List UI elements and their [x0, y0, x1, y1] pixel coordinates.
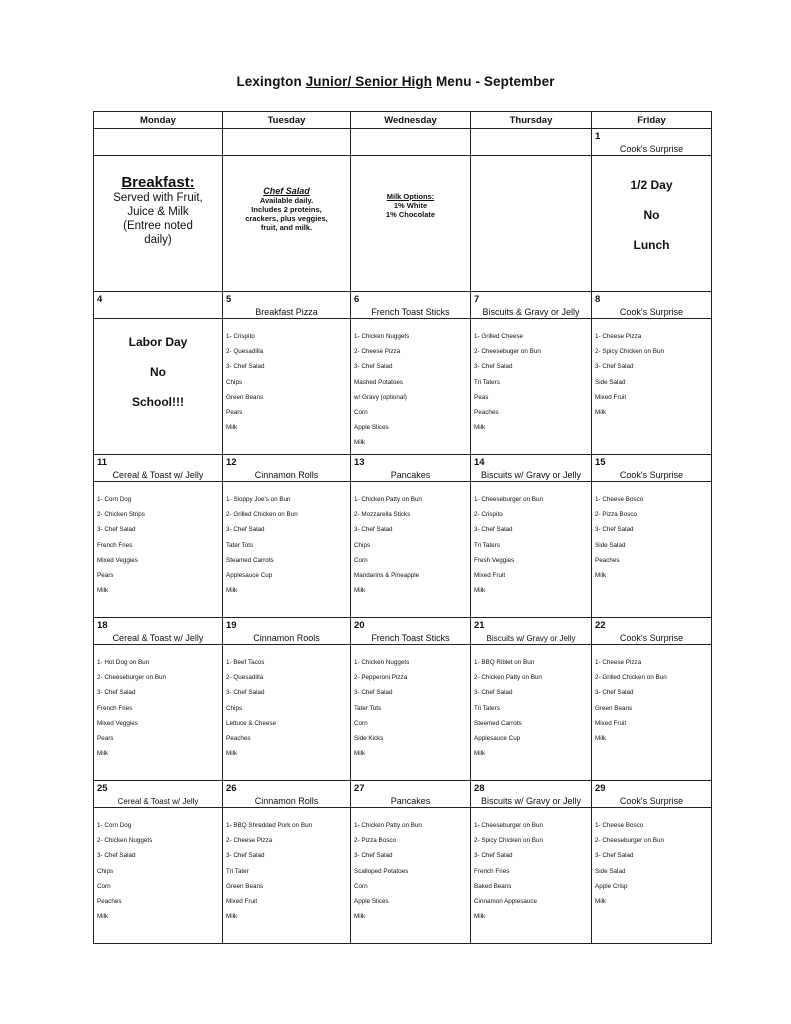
- menu-item: Side Salad: [595, 867, 626, 875]
- day-cell-number: [351, 618, 471, 645]
- menu-item: Tater Tots: [354, 704, 382, 712]
- breakfast-item: Cook's Surprise: [619, 796, 684, 806]
- menu-item: Milk: [226, 424, 238, 432]
- menu-item: Mixed Fruit: [595, 719, 627, 727]
- menu-item: Tater Tots: [226, 541, 254, 549]
- menu-item: Peas: [474, 393, 489, 401]
- menu-item: Mixed Veggies: [97, 556, 138, 564]
- lunch-cell: [592, 808, 712, 944]
- menu-item: Milk: [97, 750, 109, 758]
- breakfast-item: Cinnamon Rolls: [254, 470, 319, 480]
- menu-item: 1- Cheese Pizza: [595, 333, 642, 340]
- day-cell-number: [471, 618, 592, 645]
- menu-item: Side Kicks: [354, 735, 384, 743]
- menu-item: Side Salad: [595, 378, 626, 386]
- menu-item: Scalloped Potatoes: [354, 867, 409, 875]
- menu-item-list: [223, 482, 350, 598]
- menu-item: 2- Chicken Strips: [97, 511, 145, 519]
- half-day-line: Lunch: [633, 238, 670, 252]
- day-cell-number: [94, 455, 223, 482]
- menu-item: French Fries: [97, 704, 133, 712]
- day-number: 25: [97, 783, 108, 794]
- menu-item-list: [592, 808, 711, 909]
- menu-item-list: [94, 808, 222, 924]
- menu-item: Milk: [595, 572, 607, 580]
- lunch-cell: [471, 645, 592, 781]
- menu-item: 1- Chicken Patty on Bun: [354, 822, 422, 829]
- menu-item: Peaches: [226, 735, 251, 743]
- menu-item: 2- Cheeseburger on Bun: [595, 837, 664, 845]
- menu-item: 2- Pizza Bosco: [354, 837, 396, 845]
- menu-item: 3- Chef Salad: [226, 689, 265, 697]
- menu-item: Peaches: [97, 898, 122, 906]
- menu-item: 3- Chef Salad: [226, 852, 265, 860]
- menu-item: 3- Chef Salad: [595, 689, 634, 697]
- day-cell-number: [351, 455, 471, 482]
- menu-item: Milk: [354, 439, 366, 447]
- menu-item: 1- Hot Dog on Bun: [97, 659, 150, 666]
- menu-item: Chips: [226, 378, 243, 386]
- menu-item: 1- Grilled Cheese: [474, 333, 523, 340]
- week2-body-row: [94, 482, 712, 618]
- lunch-cell: [351, 645, 471, 781]
- menu-item: Apple Slices: [354, 898, 389, 906]
- menu-item: 3- Chef Salad: [474, 363, 513, 371]
- menu-item: 3- Chef Salad: [595, 363, 634, 371]
- day-number: 7: [474, 294, 480, 305]
- menu-item: Apple Slices: [354, 424, 389, 432]
- chef-salad-info-cell: [223, 156, 351, 292]
- menu-item: Apple Crisp: [595, 882, 628, 890]
- menu-item: Milk: [595, 409, 607, 417]
- day-cell-number: [592, 129, 712, 156]
- menu-item: Chips: [226, 704, 243, 712]
- lunch-cell: [223, 482, 351, 618]
- menu-item-list: [351, 319, 470, 451]
- menu-item: 1- BBQ Shredded Pork on Bun: [226, 822, 313, 829]
- breakfast-item: French Toast Sticks: [371, 633, 450, 643]
- header-monday: Monday: [94, 112, 223, 129]
- menu-item: 2- Pizza Bosco: [595, 511, 637, 519]
- breakfast-item: Cinnamon Rools: [253, 633, 320, 643]
- menu-item: Mixed Fruit: [226, 898, 258, 906]
- breakfast-description: Served with Fruit, Juice & Milk (Entree noted daily): [113, 192, 203, 246]
- header-wednesday: Wednesday: [351, 112, 471, 129]
- milk-option: 1% Chocolate: [385, 210, 436, 219]
- menu-item: Milk: [97, 913, 109, 921]
- menu-item: 1- Chicken Nuggets: [354, 333, 410, 340]
- title-suffix: Menu - September: [432, 74, 555, 89]
- menu-item: Mixed Fruit: [474, 572, 506, 580]
- breakfast-item: Cook's Surprise: [619, 470, 684, 480]
- menu-item: Tri Taters: [474, 378, 500, 386]
- half-day-cell: [592, 156, 712, 292]
- lunch-cell: [94, 482, 223, 618]
- menu-item: Pears: [97, 572, 114, 580]
- breakfast-item: Biscuits & Gravy or Jelly: [482, 307, 580, 317]
- day-number: 28: [474, 783, 485, 794]
- lunch-cell: [592, 482, 712, 618]
- menu-item: Milk: [354, 913, 366, 921]
- lunch-cell: [351, 319, 471, 455]
- menu-item: Chips: [97, 867, 114, 875]
- day-number: 26: [226, 783, 237, 794]
- week1-body-row: [94, 319, 712, 455]
- menu-item: Applesauce Cup: [474, 735, 521, 743]
- day-cell-number: [351, 781, 471, 808]
- menu-item: 3- Chef Salad: [354, 363, 393, 371]
- milk-options-title: Milk Options:: [386, 192, 435, 201]
- header-thursday: Thursday: [471, 112, 592, 129]
- menu-item: 2- Cheese Pizza: [226, 837, 273, 845]
- menu-item: 3- Chef Salad: [97, 689, 136, 697]
- menu-item: Lettuce & Cheese: [226, 719, 277, 727]
- menu-item-list: [471, 645, 591, 761]
- menu-item-list: [94, 645, 222, 761]
- breakfast-item: Cook's Surprise: [619, 307, 684, 317]
- day-number: 21: [474, 620, 485, 631]
- breakfast-item: Pancakes: [390, 470, 431, 480]
- menu-item: Corn: [354, 882, 368, 890]
- menu-item: 3- Chef Salad: [97, 526, 136, 534]
- menu-item: Corn: [354, 409, 368, 417]
- menu-item: 1- Cheese Bosco: [595, 496, 644, 503]
- week4-number-row: [94, 781, 712, 808]
- day-number: 5: [226, 294, 232, 305]
- menu-item: Side Salad: [595, 541, 626, 549]
- day-cell-number: [94, 781, 223, 808]
- menu-item: 3- Chef Salad: [595, 852, 634, 860]
- menu-item: Milk: [474, 424, 486, 432]
- menu-item: 2- Quesadilla: [226, 348, 264, 356]
- chef-salad-line: Includes 2 proteins, crackers, plus veggies, fruit, and milk.: [245, 205, 328, 232]
- day-cell-number: [223, 781, 351, 808]
- lunch-cell: [471, 319, 592, 455]
- menu-item: 2- Cheesebuger on Bun: [474, 348, 541, 356]
- menu-item: Milk: [474, 913, 486, 921]
- day-cell-number: [351, 292, 471, 319]
- day-cell-number: [223, 292, 351, 319]
- menu-item: Peaches: [474, 409, 499, 417]
- day-number: 14: [474, 457, 485, 468]
- chef-salad-line: Available daily.: [259, 196, 314, 205]
- menu-item: Green Beans: [226, 393, 264, 401]
- menu-item: French Fries: [474, 867, 510, 875]
- menu-item-list: [351, 808, 470, 924]
- day-cell-number: [223, 129, 351, 156]
- breakfast-item: Biscuits w/ Gravy or Jelly: [486, 634, 576, 643]
- lunch-cell: [223, 808, 351, 944]
- day-number: 6: [354, 294, 360, 305]
- lunch-cell: [592, 645, 712, 781]
- day-cell-number: [223, 455, 351, 482]
- menu-item: 3- Chef Salad: [474, 526, 513, 534]
- menu-item-list: [223, 645, 350, 761]
- menu-item: Fresh Veggies: [474, 556, 515, 564]
- menu-item: Milk: [97, 587, 109, 595]
- day-number: 1: [595, 131, 601, 142]
- menu-item: 1- Beef Tacos: [226, 659, 265, 666]
- day-number: 27: [354, 783, 365, 794]
- menu-item: Pears: [97, 735, 114, 743]
- menu-item: Chips: [354, 541, 371, 549]
- half-day-line: No: [643, 208, 660, 222]
- menu-item: French Fries: [97, 541, 133, 549]
- week1-number-row: [94, 292, 712, 319]
- lunch-cell: [471, 808, 592, 944]
- menu-item: Milk: [226, 587, 238, 595]
- lunch-cell: [471, 482, 592, 618]
- day-number: 18: [97, 620, 108, 631]
- menu-item: Steemed Carrots: [474, 719, 522, 727]
- menu-item: 3- Chef Salad: [354, 852, 393, 860]
- menu-item-list: [471, 482, 591, 598]
- day-number: 4: [97, 294, 103, 305]
- day-cell-number: [223, 618, 351, 645]
- day-number: 13: [354, 457, 365, 468]
- menu-item-list: [351, 482, 470, 598]
- holiday-line: School!!!: [132, 395, 184, 409]
- week3-body-row: [94, 645, 712, 781]
- day-cell-number: [592, 618, 712, 645]
- lunch-cell: [94, 645, 223, 781]
- day-cell-number: [94, 292, 223, 319]
- menu-item-list: [223, 319, 350, 435]
- half-day-line: 1/2 Day: [630, 178, 673, 192]
- menu-item: Baked Beans: [474, 882, 512, 890]
- menu-item: Milk: [474, 750, 486, 758]
- holiday-line: Labor Day: [128, 335, 188, 349]
- breakfast-item: Cereal & Toast w/ Jelly: [112, 470, 204, 480]
- menu-item: 3- Chef Salad: [595, 526, 634, 534]
- menu-item: Milk: [226, 750, 238, 758]
- menu-item-list: [223, 808, 350, 924]
- lunch-cell: [94, 808, 223, 944]
- day-number: 29: [595, 783, 606, 794]
- title-school: Junior/ Senior High: [305, 74, 433, 89]
- menu-item: 2- Spicy Chicken on Bun: [474, 837, 543, 845]
- breakfast-item: Cook's Surprise: [619, 144, 684, 154]
- title-prefix: Lexington: [236, 74, 306, 89]
- lunch-cell: [351, 808, 471, 944]
- menu-item: Cinnamon Applesauce: [474, 898, 538, 906]
- menu-item: 1- BBQ Riblet on Bun: [474, 659, 535, 666]
- day-cell-number: [592, 781, 712, 808]
- menu-item: 1- Chicken Nuggets: [354, 659, 410, 666]
- menu-item-list: [592, 482, 711, 583]
- menu-item-list: [351, 645, 470, 761]
- breakfast-item: Cereal & Toast w/ Jelly: [112, 633, 204, 643]
- day-cell-number: [471, 292, 592, 319]
- breakfast-item: Cereal & Toast w/ Jelly: [117, 797, 199, 806]
- menu-item: 3- Chef Salad: [474, 852, 513, 860]
- day-cell-number: [94, 618, 223, 645]
- milk-option: 1% White: [393, 201, 428, 210]
- breakfast-item: Biscuits w/ Gravy or Jelly: [480, 796, 582, 806]
- menu-item: 3- Chef Salad: [354, 526, 393, 534]
- menu-item: 1- Chicken Patty on Bun: [354, 496, 422, 503]
- menu-item: 2- Spicy Chicken on Bun: [595, 348, 664, 356]
- menu-table: [93, 111, 712, 944]
- week0-number-row: [94, 129, 712, 156]
- milk-options-cell: [351, 156, 471, 292]
- menu-item: 3- Chef Salad: [354, 689, 393, 697]
- menu-item: 1- Cheese Bosco: [595, 822, 644, 829]
- breakfast-item: Pancakes: [390, 796, 431, 806]
- day-cell-number: [471, 129, 592, 156]
- empty-cell: [471, 156, 592, 292]
- menu-item: Milk: [354, 587, 366, 595]
- header-tuesday: Tuesday: [223, 112, 351, 129]
- menu-item: 2- Cheese Pizza: [354, 348, 401, 356]
- menu-item: Pears: [226, 409, 243, 417]
- menu-item: Milk: [474, 587, 486, 595]
- week2-number-row: [94, 455, 712, 482]
- menu-item-list: [471, 319, 591, 435]
- menu-item: 2- Pepperoni Pizza: [354, 674, 408, 682]
- lunch-cell: [223, 319, 351, 455]
- menu-item: Tri Tater: [226, 867, 249, 875]
- menu-item: 1- Crispito: [226, 333, 255, 340]
- menu-item: Tri Taters: [474, 704, 500, 712]
- lunch-cell: [351, 482, 471, 618]
- chef-salad-title: Chef Salad: [263, 186, 310, 196]
- menu-item-list: [471, 808, 591, 924]
- day-number: 22: [595, 620, 606, 631]
- breakfast-title: Breakfast:: [121, 174, 195, 191]
- menu-item: 1- Cheeseburger on Bun: [474, 496, 543, 503]
- menu-item: Corn: [354, 719, 368, 727]
- menu-item: Milk: [595, 898, 607, 906]
- menu-item: Mashed Potatoes: [354, 378, 404, 386]
- page-title: [0, 74, 791, 89]
- header-friday: Friday: [592, 112, 712, 129]
- menu-item: Milk: [226, 913, 238, 921]
- day-cell-number: [471, 455, 592, 482]
- menu-item: 2- Grilled Chicken on Bun: [595, 674, 667, 682]
- menu-item: Peaches: [595, 556, 620, 564]
- holiday-line: No: [150, 365, 166, 379]
- day-number: 8: [595, 294, 601, 305]
- menu-item: Mixed Veggies: [97, 719, 138, 727]
- week4-body-row: [94, 808, 712, 944]
- lunch-cell: [223, 645, 351, 781]
- day-cell-number: [94, 129, 223, 156]
- day-number: 12: [226, 457, 237, 468]
- menu-item: Tri Taters: [474, 541, 500, 549]
- menu-item-list: [592, 645, 711, 746]
- menu-item: Green Beans: [226, 882, 264, 890]
- breakfast-item: French Toast Sticks: [371, 307, 450, 317]
- menu-item: 3- Chef Salad: [97, 852, 136, 860]
- holiday-cell: [94, 319, 223, 455]
- menu-item: 2- Chicken Patty on Bun: [474, 674, 542, 682]
- menu-item: Applesauce Cup: [226, 572, 273, 580]
- day-cell-number: [351, 129, 471, 156]
- menu-item: 1- Cheeseburger on Bun: [474, 822, 543, 829]
- day-cell-number: [592, 455, 712, 482]
- menu-item: Corn: [97, 882, 111, 890]
- day-number: 11: [97, 457, 108, 468]
- breakfast-item: Breakfast Pizza: [255, 307, 318, 317]
- menu-item-list: [94, 482, 222, 598]
- menu-item: Milk: [354, 750, 366, 758]
- day-header-row: [94, 112, 712, 129]
- week3-number-row: [94, 618, 712, 645]
- menu-item: 2- Quesadilla: [226, 674, 264, 682]
- day-number: 20: [354, 620, 365, 631]
- menu-item: Green Beans: [595, 704, 633, 712]
- menu-item: w/ Gravy (optional): [354, 393, 407, 401]
- menu-item: 3- Chef Salad: [474, 689, 513, 697]
- day-number: 19: [226, 620, 237, 631]
- menu-item: 3- Chef Salad: [226, 363, 265, 371]
- menu-item: 2- Chicken Nuggets: [97, 837, 153, 845]
- breakfast-item: Cook's Surprise: [619, 633, 684, 643]
- menu-item: 2- Crispito: [474, 511, 503, 519]
- breakfast-item: Biscuits w/ Gravy or Jelly: [480, 470, 582, 480]
- day-cell-number: [471, 781, 592, 808]
- menu-item: 1- Sloppy Joe's on Bun: [226, 496, 291, 503]
- menu-item: Steamed Carrots: [226, 556, 274, 564]
- day-number: 15: [595, 457, 606, 468]
- breakfast-item: Cinnamon Rolls: [254, 796, 319, 806]
- menu-item: 1- Corn Dog: [97, 822, 132, 829]
- menu-item: 2- Mozzarella Sticks: [354, 511, 411, 519]
- menu-item: 2- Cheeseburger on Bun: [97, 674, 166, 682]
- menu-item: Milk: [595, 735, 607, 743]
- breakfast-info-cell: [94, 156, 223, 292]
- menu-item: 3- Chef Salad: [226, 526, 265, 534]
- menu-item: 1- Corn Dog: [97, 496, 132, 503]
- day-cell-number: [592, 292, 712, 319]
- menu-item: Mandarins & Pineapple: [354, 572, 420, 580]
- lunch-cell: [592, 319, 712, 455]
- menu-item: Mixed Fruit: [595, 393, 627, 401]
- week0-body-row: [94, 156, 712, 292]
- menu-item: 1- Cheese Pizza: [595, 659, 642, 666]
- menu-item: 2- Grilled Chicken on Bun: [226, 511, 298, 519]
- menu-item: Corn: [354, 556, 368, 564]
- menu-item-list: [592, 319, 711, 420]
